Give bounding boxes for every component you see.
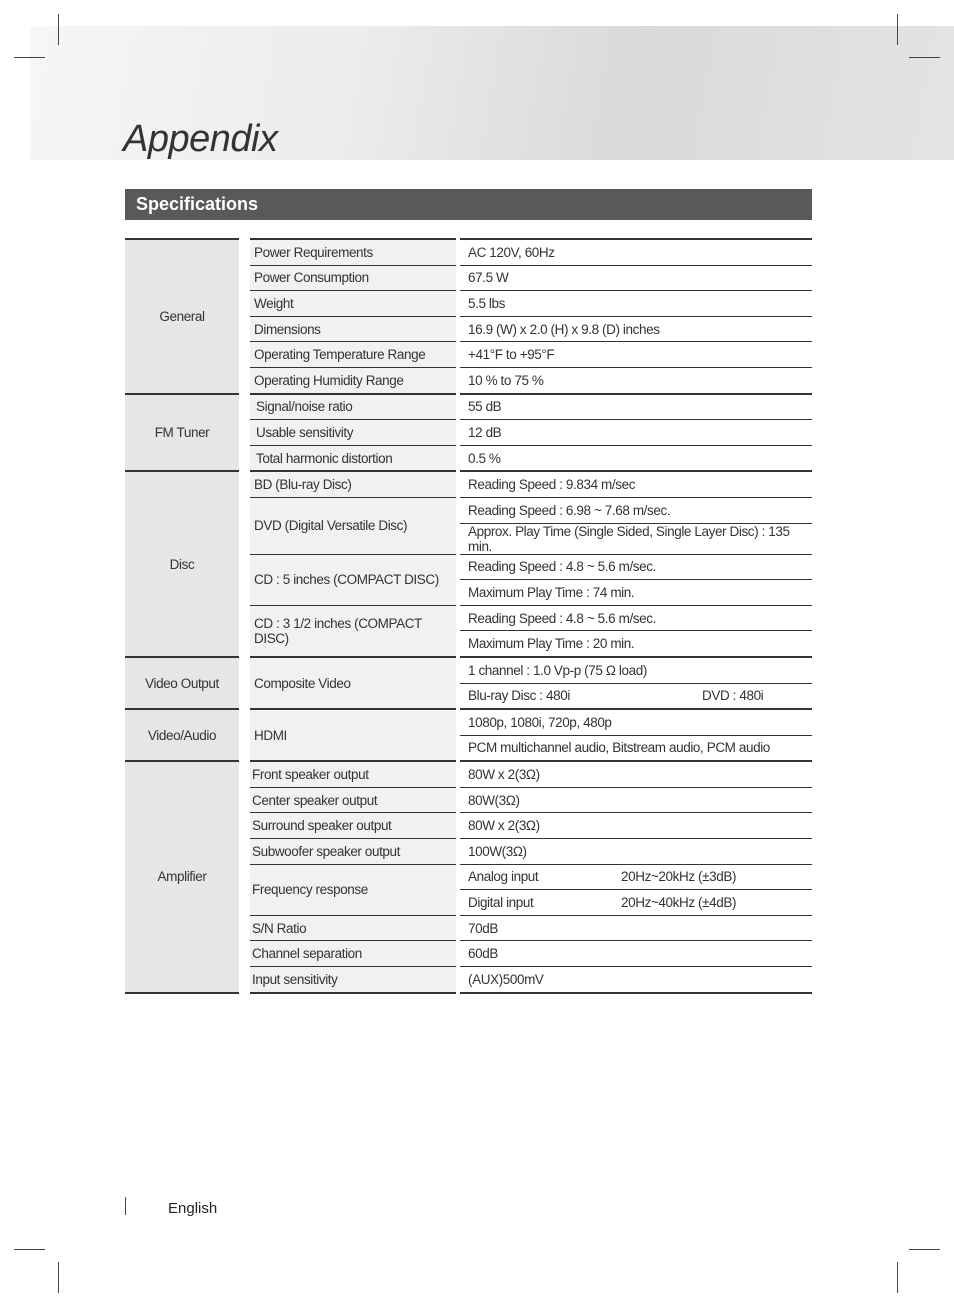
spec-value: 70dB (460, 915, 812, 941)
spec-label: Operating Temperature Range (250, 342, 456, 368)
category-fm-tuner: FM Tuner (125, 394, 239, 472)
freq-analog-value: 20Hz~20kHz (±3dB) (621, 869, 737, 885)
spec-label: Usable sensitivity (250, 420, 456, 446)
page-title: Appendix (123, 118, 278, 160)
footer-language: English (168, 1200, 218, 1217)
spec-label: Surround speaker output (250, 813, 456, 839)
category-video-audio: Video/Audio (125, 709, 239, 761)
crop-mark (14, 57, 45, 58)
spec-label: Channel separation (250, 941, 456, 967)
crop-mark (909, 1249, 940, 1250)
footer-divider (125, 1197, 126, 1215)
crop-mark (897, 1262, 898, 1293)
crop-mark (909, 57, 940, 58)
spec-value: 80W(3Ω) (460, 787, 812, 813)
spec-value: Maximum Play Time : 20 min. (460, 631, 812, 657)
spec-label: Input sensitivity (250, 967, 456, 993)
category-general: General (125, 239, 239, 394)
spec-label: CD : 3 1/2 inches (COMPACT DISC) (250, 605, 456, 657)
spec-row (125, 239, 812, 265)
spec-label: Front speaker output (250, 761, 456, 787)
category-amplifier: Amplifier (125, 761, 239, 992)
spec-label: CD : 5 inches (COMPACT DISC) (250, 554, 456, 605)
crop-mark (897, 14, 898, 45)
spec-value: Reading Speed : 4.8 ~ 5.6 m/sec. (460, 605, 812, 631)
spec-value: 100W(3Ω) (460, 839, 812, 865)
spec-label: Composite Video (250, 657, 456, 709)
spec-value: Reading Speed : 4.8 ~ 5.6 m/sec. (460, 554, 812, 580)
spec-value-dvd: DVD : 480i (702, 688, 764, 704)
spec-value: AC 120V, 60Hz (460, 239, 812, 265)
crop-mark (58, 1262, 59, 1293)
spec-label: Subwoofer speaker output (250, 839, 456, 865)
spec-value: Reading Speed : 9.834 m/sec (460, 471, 812, 497)
crop-mark (14, 1249, 45, 1250)
spec-row (125, 471, 812, 497)
spec-label: Dimensions (250, 316, 456, 342)
freq-digital-label: Digital input (468, 895, 534, 911)
spec-value: 12 dB (460, 420, 812, 446)
spec-value: 80W x 2(3Ω) (460, 761, 812, 787)
spec-value: 16.9 (W) x 2.0 (H) x 9.8 (D) inches (460, 316, 812, 342)
spec-value: 0.5 % (460, 445, 812, 471)
spec-label: Frequency response (250, 864, 456, 915)
spec-value (460, 683, 812, 709)
spec-value: (AUX)500mV (460, 967, 812, 993)
spec-label: HDMI (250, 709, 456, 761)
crop-mark (58, 14, 59, 45)
spec-value: Approx. Play Time (Single Sided, Single Layer Disc) : 135 min. (460, 523, 812, 554)
spec-row (125, 657, 812, 683)
spec-value: 10 % to 75 % (460, 367, 812, 393)
category-video-output: Video Output (125, 657, 239, 709)
spec-row (125, 709, 812, 735)
spec-value: 1 channel : 1.0 Vp-p (75 Ω load) (460, 657, 812, 683)
spec-value (460, 864, 812, 890)
spec-value: 1080p, 1080i, 720p, 480p (460, 709, 812, 735)
freq-analog-label: Analog input (468, 869, 539, 885)
spec-row (125, 394, 812, 420)
spec-value: 60dB (460, 941, 812, 967)
spec-value: Maximum Play Time : 74 min. (460, 580, 812, 606)
freq-digital-value: 20Hz~40kHz (±4dB) (621, 895, 737, 911)
spec-value: PCM multichannel audio, Bitstream audio, PCM audio (460, 735, 812, 761)
spec-value: 55 dB (460, 394, 812, 420)
spec-value-bluray: Blu-ray Disc : 480i (468, 688, 570, 704)
spec-label: Center speaker output (250, 787, 456, 813)
category-disc: Disc (125, 471, 239, 657)
spec-label: DVD (Digital Versatile Disc) (250, 497, 456, 554)
specifications-table (125, 238, 812, 994)
spec-label: Power Consumption (250, 265, 456, 291)
spec-value: 5.5 lbs (460, 291, 812, 317)
spec-label: Total harmonic distortion (250, 445, 456, 471)
spec-label: Power Requirements (250, 239, 456, 265)
spec-label: BD (Blu-ray Disc) (250, 471, 456, 497)
spec-value: +41°F to +95°F (460, 342, 812, 368)
spec-value: 67.5 W (460, 265, 812, 291)
spec-value (460, 890, 812, 916)
spec-label: Signal/noise ratio (250, 394, 456, 420)
spec-label: S/N Ratio (250, 915, 456, 941)
spec-value: Reading Speed : 6.98 ~ 7.68 m/sec. (460, 497, 812, 523)
spec-value: 80W x 2(3Ω) (460, 813, 812, 839)
section-heading: Specifications (125, 189, 812, 220)
spec-row (125, 761, 812, 787)
spec-label: Weight (250, 291, 456, 317)
spec-label: Operating Humidity Range (250, 367, 456, 393)
